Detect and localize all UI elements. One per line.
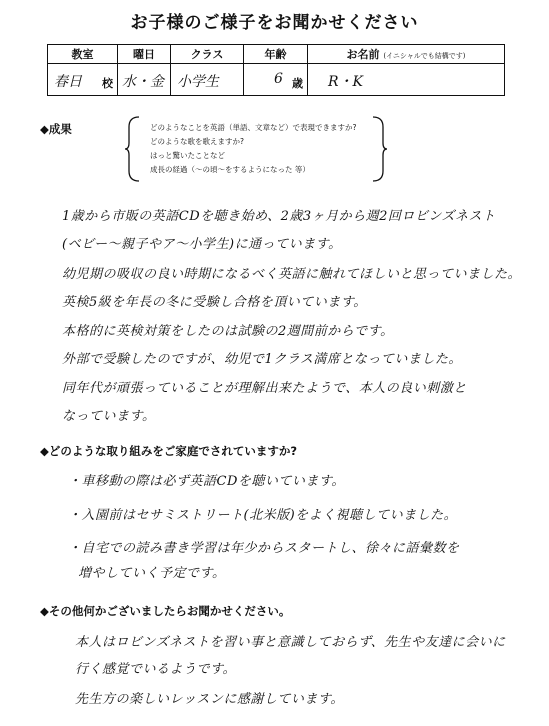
answer-line: 先生方の楽しいレッスンに感謝しています。 (75, 692, 344, 707)
header-name (308, 45, 505, 64)
info-table-header-row (48, 45, 505, 64)
value-age-suffix: 歳 (292, 77, 303, 90)
value-weekday-cell (118, 64, 171, 96)
value-class-cell (171, 64, 244, 96)
prompt-item: どのようなことを英語（単語、文章など）で表現できますか? (150, 123, 357, 132)
prompt-list (150, 121, 356, 177)
header-weekday: 曜日 (118, 45, 171, 64)
answer-line: 本人はロビンズネストを習い事と意識しておらず、先生や友達に会いに (75, 635, 506, 650)
info-table (47, 44, 505, 96)
value-age: 6 (274, 71, 283, 87)
answer-line: 外部で受験したのですが、幼児で1クラス満席となっていました。 (62, 352, 462, 367)
answer-line: (ベビー〜親子やア〜小学生)に通っています。 (62, 237, 342, 252)
value-classroom-cell (48, 64, 118, 96)
header-age (244, 45, 308, 64)
section-other-comments-label: ◆その他何かございましたらお聞かせください。 (40, 604, 291, 618)
value-name: R・K (328, 74, 363, 90)
value-age-cell (244, 64, 308, 96)
prompt-item: 成長の経過（〜の頃〜をするようになった 等） (150, 165, 310, 174)
header-name-note: (イニシャルでも結構です) (383, 52, 466, 60)
answer-line: 増やしていく予定です。 (78, 566, 226, 581)
header-classroom: 教室 (48, 45, 118, 64)
value-classroom: 春日 (54, 74, 82, 90)
answer-line: 1歳から市販の英語CDを聴き始め、2歳3ヶ月から週2回ロビンズネスト (62, 209, 496, 224)
answer-line: ・入園前はセサミストリート(北米版)をよく視聴していました。 (68, 508, 458, 523)
prompt-item: はっと驚いたことなど (150, 151, 225, 160)
answer-line: 幼児期の吸収の良い時期になるべく英語に触れてほしいと思っていました。 (62, 267, 522, 282)
page-title: お子様のご様子をお聞かせください (130, 13, 419, 33)
value-name-cell (308, 64, 505, 96)
header-name-label: お名前 (346, 48, 380, 61)
answer-line: ・自宅での読み書き学習は年少からスタートし、徐々に語彙数を (68, 541, 460, 556)
answer-line: なっています。 (62, 409, 156, 424)
value-class: 小学生 (177, 74, 219, 90)
header-class: クラス (171, 45, 244, 64)
section-home-activities-label: ◆どのような取り組みをご家庭でされていますか? (40, 444, 298, 458)
value-weekday: 水・金 (122, 74, 164, 90)
answer-line: 英検5級を年長の冬に受験し合格を頂いています。 (62, 295, 367, 310)
prompt-item: どのような歌を歌えますか? (150, 137, 244, 146)
value-classroom-suffix: 校 (102, 77, 113, 90)
answer-line: 同年代が頑張っていることが理解出来たようで、本人の良い刺激と (62, 381, 467, 396)
answer-line: 本格的に英検対策をしたのは試験の2週間前からです。 (62, 324, 394, 339)
answer-line: 行く感覚でいるようです。 (75, 662, 236, 677)
header-age-label: 年齢 (264, 48, 287, 61)
section-results-label: ◆成果 (40, 122, 72, 136)
info-table-value-row (48, 64, 505, 96)
answer-line: ・車移動の際は必ず英語CDを聴いています。 (68, 474, 345, 489)
